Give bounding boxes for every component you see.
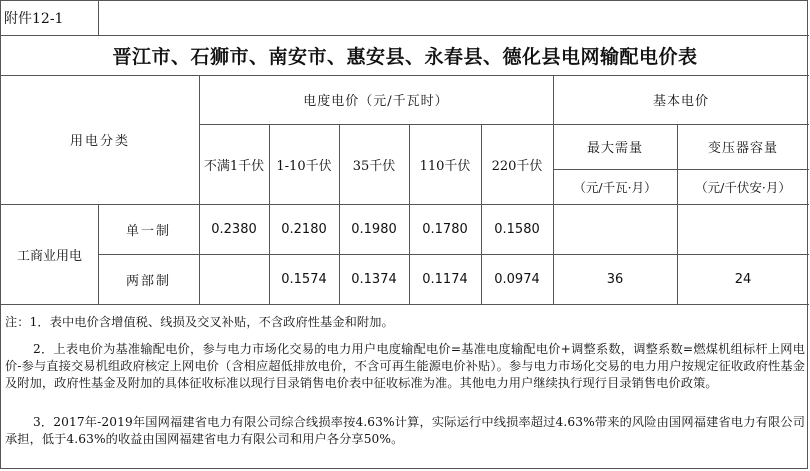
transformer-cell xyxy=(677,204,809,254)
max-demand-unit: （元/千瓦·月） xyxy=(573,179,657,195)
grid-line xyxy=(1,304,809,305)
price-cell: 0.1580 xyxy=(494,221,540,237)
category-header: 用电分类 xyxy=(69,134,130,149)
row-label: 单一制 xyxy=(125,223,171,239)
price-cell: 0.0974 xyxy=(494,271,540,287)
note-3: 3．2017年-2019年国网福建省电力有限公司综合线损率按4.63%计算，实际运行中线损率超过4.63%带来的风险由国网福建省电力有限公司承担，低于4.63%的收益由国网福建省电力有限公司和用户各分享50%。 xyxy=(5,415,805,446)
price-cell: 0.1174 xyxy=(422,271,468,287)
grid-line xyxy=(98,1,99,35)
price-cell: 0.2380 xyxy=(211,221,257,237)
voltage-level-header: 1-10千伏 xyxy=(276,158,332,174)
voltage-level-header: 不满1千伏 xyxy=(203,158,265,174)
basic-price-header: 基本电价 xyxy=(652,94,709,109)
transformer-cell: 24 xyxy=(734,271,752,287)
energy-price-header: 电度电价（元/千瓦时） xyxy=(303,94,449,109)
max-demand-cell xyxy=(553,204,677,254)
price-cell xyxy=(199,254,269,304)
note-2: 2．上表电价为基准输配电价，参与电力市场化交易的电力用户电度输配电价=基准电度输配电价+调整系数，调整系数=燃煤机组标杆上网电价-参与直接交易机组政府核定上网电价（含相应超低排放电价，不含可再生能源电价补贴）。参与电力市场化交易的电力用户按规定征收政府性基金及附加，政府性基金及附加的具体征收标准以现行目录销售电价表中征收标准为准。其他电力用户继续执行现行目录销售电价政策。 xyxy=(5,342,805,390)
price-cell: 0.1780 xyxy=(422,221,468,237)
price-cell: 0.1374 xyxy=(351,271,397,287)
price-cell: 0.2180 xyxy=(281,221,327,237)
row-label: 两部制 xyxy=(125,273,171,289)
voltage-level-header: 220千伏 xyxy=(491,158,543,174)
max-demand-cell: 36 xyxy=(606,271,624,287)
attachment-label: 附件12-1 xyxy=(4,11,64,27)
voltage-level-header: 35千伏 xyxy=(352,158,396,174)
page-title: 晋江市、石狮市、南安市、惠安县、永春县、德化县电网输配电价表 xyxy=(112,45,698,68)
group-label: 工商业用电 xyxy=(16,248,82,264)
note-1: 注：1．表中电价含增值税、线损及交叉补贴，不含政府性基金和附加。 xyxy=(5,315,394,329)
voltage-level-header: 110千伏 xyxy=(419,158,471,174)
max-demand-header: 最大需量 xyxy=(586,141,643,156)
transformer-capacity-header: 变压器容量 xyxy=(707,141,778,156)
price-cell: 0.1980 xyxy=(351,221,397,237)
transformer-capacity-unit: （元/千伏安·月） xyxy=(695,179,791,195)
price-cell: 0.1574 xyxy=(281,271,327,287)
